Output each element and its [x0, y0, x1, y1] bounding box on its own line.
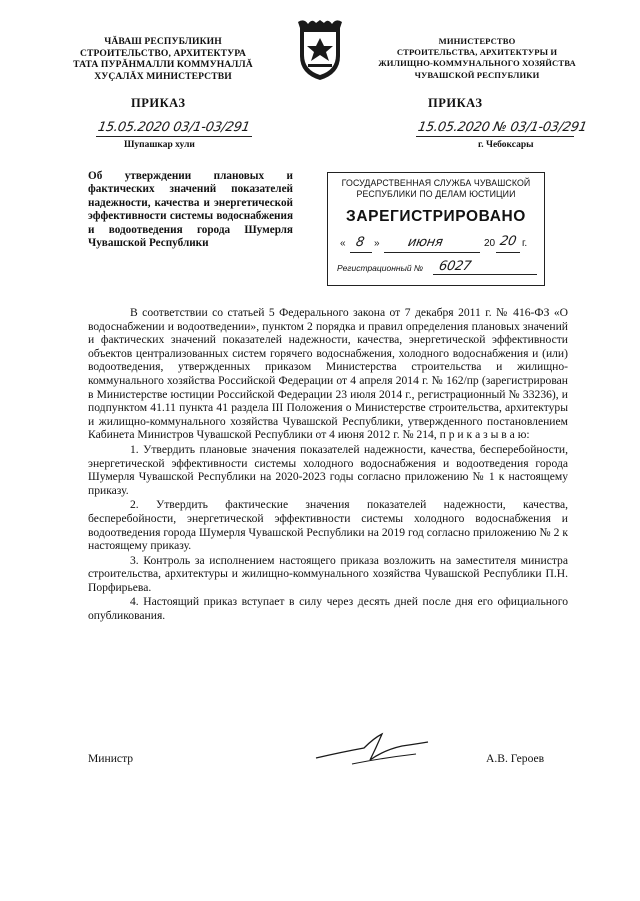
stamp-registered: ЗАРЕГИСТРИРОВАНО [346, 208, 526, 226]
stamp-day-underline [350, 252, 372, 253]
stamp-date-line: « 8 » июня 20 20 г. [338, 238, 538, 258]
preamble-paragraph: В соответствии со статьей 5 Федерального закона от 7 декабря 2011 г. № 416-ФЗ «О водоснабжении и водоотведении», пунктом 2 порядка и правил определения плановых значений и фактических значений показателей надежности, качества, энергетической эффективности объектов централизованных систем горячего водоснабжения, холодного водоснабжения и (или) водоотведения, утвержденных приказом Министерства строительства и жилищно-коммунального хозяйства Российской Федерации от 4 апреля 2014 г. № 162/пр (зарегистрирован в Министерстве юстиции Российской Федерации 23 июля 2014 г., регистрационный № 33236), и подпунктом 41.11 пункта 41 раздела III Положения о Министерстве строительства, архитектуры и жилищно-коммунального хозяйства Чувашской Республики, утвержденного постановлением Кабинета Министров Чувашской Республики от 4 июня 2012 г. № 214, п р и к а з ы в а ю: [88, 306, 568, 442]
date-underline-left [96, 136, 252, 137]
document-body [88, 306, 568, 623]
stamp-regno-line [337, 259, 473, 274]
stamp-month-underline [384, 252, 480, 253]
header-right-line: МИНИСТЕРСТВО [438, 36, 516, 46]
order-heading-left: ПРИКАЗ [131, 96, 186, 110]
order-item: 4. Настоящий приказ вступает в силу через десять дней после дня его официального опубликования. [88, 595, 568, 623]
handwritten-signature-icon [312, 728, 432, 772]
date-underline-right [416, 136, 574, 137]
ministry-name-chuvash [58, 36, 268, 82]
stamp-year-underline [496, 252, 520, 253]
stamp-regno-value: 6027 [437, 259, 473, 274]
stamp-regno-label: Регистрационный № [337, 263, 424, 273]
signatory-title: Министр [88, 752, 134, 765]
place-russian: г. Чебоксары [478, 140, 534, 150]
order-item: 1. Утвердить плановые значения показателей надежности, качества, бесперебойности, энергетической эффективности системы холодного водоснабжения и водоотведения города Шумерля Чувашской Республики на 2020-2023 годы согласно приложению № 1 к настоящему приказу. [88, 442, 568, 497]
stamp-org-line: РЕСПУБЛИКИ ПО ДЕЛАМ ЮСТИЦИИ [356, 188, 516, 199]
header-right-line: ЧУВАШСКОЙ РЕСПУБЛИКИ [414, 69, 540, 80]
header-left-line: ТАТА ПУРĂНМАЛЛИ КОММУНАЛЛĂ [73, 59, 253, 70]
stamp-year-prefix: 20 [484, 238, 496, 249]
registration-stamp [327, 172, 545, 286]
ministry-name-russian [372, 36, 582, 81]
stamp-month: июня [406, 235, 444, 250]
header-left-line: СТРОИТЕЛЬСТВО, АРХИТЕКТУРА [80, 47, 246, 59]
header-right-line: ЖИЛИЩНО-КОММУНАЛЬНОГО ХОЗЯЙСТВА [378, 58, 576, 69]
stamp-organization [328, 178, 544, 199]
header-left-line: ХУҪАЛĂХ МИНИСТЕРСТВИ [94, 70, 232, 82]
header-left-line: ЧĂВАШ РЕСПУБЛИКИН [104, 36, 222, 47]
signatory-name: А.В. Героев [486, 752, 545, 765]
order-heading-right: ПРИКАЗ [428, 96, 483, 110]
document-title: Об утверждении плановых и фактических значений показателей надежности, качества и энергетической эффективности системы водоснабжения и водоотведения города Шумерля Чувашской Республики [88, 170, 293, 250]
order-item: 2. Утвердить фактические значения показателей надежности, качества, бесперебойности, энергетической эффективности системы холодного водоснабжения и водоотведения города Шумерля Чувашской Республики на 2019 год согласно приложению № 2 к настоящему приказу. [88, 498, 568, 553]
header-right-line: СТРОИТЕЛЬСТВА, АРХИТЕКТУРЫ И [396, 47, 558, 58]
place-chuvash: Шупашкар хули [124, 140, 195, 150]
stamp-regno-underline [433, 274, 537, 275]
stamp-day: 8 [354, 235, 366, 250]
stamp-year-suffix: 20 [498, 234, 518, 249]
coat-of-arms-icon [294, 18, 346, 82]
order-date-number-left: 15.05.2020 03/1-03/291 [96, 120, 251, 135]
stamp-year-mark: г. [522, 238, 528, 249]
order-date-number-right: 15.05.2020 № 03/1-03/291 [416, 120, 588, 135]
order-item: 3. Контроль за исполнением настоящего приказа возложить на заместителя министра строительства, архитектуры и жилищно-коммунального хозяйства Чувашской Республики П.Н. Порфирьева. [88, 553, 568, 594]
stamp-org-line: ГОСУДАРСТВЕННАЯ СЛУЖБА ЧУВАШСКОЙ [341, 178, 531, 188]
